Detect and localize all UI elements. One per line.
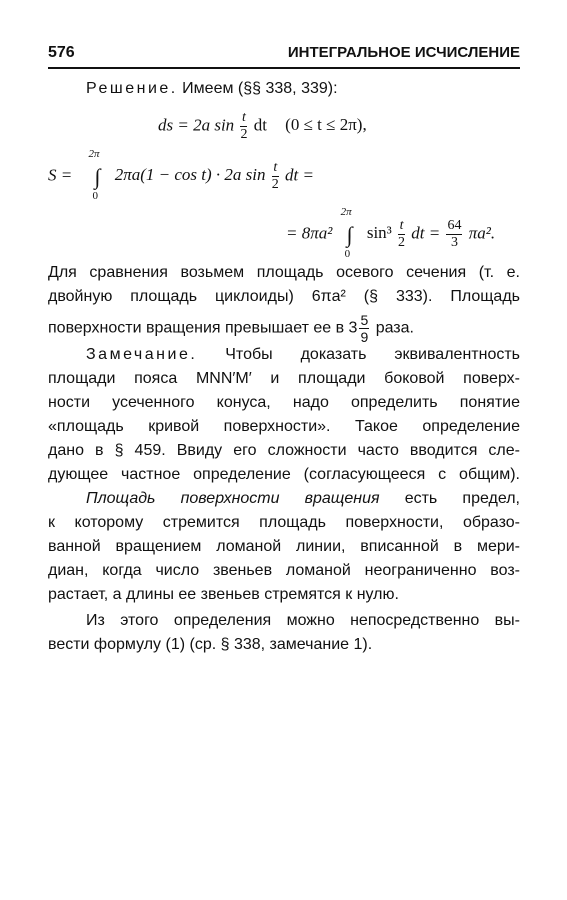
definition-line4: диан, когда число звеньев ломаной неограниченно воз- [48, 562, 520, 579]
remark-label: Замечание. [86, 346, 198, 363]
fraction-denominator: 9 [360, 329, 369, 345]
formula-s2-lead: = 8πa² [286, 223, 333, 243]
para1-line3 [48, 312, 414, 345]
remark-line4: «площадь кривой поверхности». Такое определение [48, 418, 520, 435]
formula-ds-left: ds = 2a sin [158, 115, 235, 135]
formula-s-tail: dt = [285, 165, 314, 185]
definition-term: Площадь поверхности вращения [86, 490, 380, 507]
page-number: 576 [48, 44, 75, 61]
fraction-numerator: t [273, 160, 278, 175]
remark-line1-text: Чтобы доказать эквивалентность [225, 346, 521, 363]
fraction-numerator: 5 [360, 312, 369, 328]
integral-upper-limit: 2π [340, 205, 352, 218]
integral-sign-icon: ∫ 2π 0 [340, 205, 353, 260]
formula-ds-right: dt [253, 115, 267, 135]
formula-s2-result-fraction [446, 218, 462, 251]
fraction-numerator: t [399, 218, 404, 233]
integral-upper-limit: 2π [88, 147, 100, 160]
definition-line2: к которому стремится площадь поверхности, образо- [48, 514, 520, 531]
running-title: ИНТЕГРАЛЬНОЕ ИСЧИСЛЕНИЕ [287, 44, 520, 61]
definition-line1-text: есть предел, [404, 490, 520, 507]
formula-s-line1 [48, 147, 314, 202]
fraction-denominator: 2 [271, 177, 279, 192]
formula-s-lhs: S = [48, 165, 73, 185]
para1-line3-text: поверхности вращения превышает ее в 3 [48, 319, 358, 337]
definition-line3: ванной вращением ломаной линии, вписанной в мери- [48, 538, 520, 555]
formula-s-body: 2πa(1 − cos t) · 2a sin [114, 165, 266, 185]
para1-line3-end: раза. [375, 319, 414, 337]
integral-sign-icon: ∫ 2π 0 [88, 147, 101, 202]
formula-s2-result-tail: πa². [468, 223, 496, 243]
fraction-numerator: t [241, 110, 246, 125]
final-line1: Из этого определения можно непосредственно вы- [86, 612, 520, 629]
formula-ds [158, 110, 367, 143]
remark-line3: ности усеченного конуса, надо определить понятие [48, 394, 520, 411]
para1-line2: двойную площадь циклоиды) 6πa² (§ 333). Площадь [48, 288, 520, 305]
final-line2: вести формулу (1) (ср. § 338, замечание 1). [48, 636, 373, 653]
formula-s-line2 [286, 205, 496, 260]
remark-line2: площади пояса MNN′M′ и площади боковой поверх- [48, 370, 520, 387]
formula-s2-body: sin³ [366, 223, 392, 243]
formula-s-fraction [272, 160, 279, 193]
definition-line1 [86, 490, 520, 508]
formula-s2-fraction [398, 218, 405, 251]
mixed-number-fraction [359, 312, 369, 345]
solution-label: Решение. [86, 80, 178, 97]
remark-line1 [86, 346, 520, 364]
remark-line6: дующее частное определение (согласующееся с общим). [48, 466, 520, 483]
header-rule [48, 67, 520, 69]
fraction-denominator: 3 [450, 235, 458, 250]
fraction-denominator: 2 [240, 127, 248, 142]
fraction-denominator: 2 [398, 235, 406, 250]
remark-line5: дано в § 459. Ввиду его сложности часто вводится сле- [48, 442, 520, 459]
para1-line1: Для сравнения возьмем площадь осевого сечения (т. е. [48, 264, 520, 281]
formula-ds-fraction [240, 110, 247, 143]
solution-line [86, 80, 338, 98]
solution-text: Имеем (§§ 338, 339): [182, 80, 338, 97]
definition-line5: растает, а длины ее звеньев стремятся к нулю. [48, 586, 399, 603]
formula-ds-condition: (0 ≤ t ≤ 2π), [285, 115, 367, 135]
integral-lower-limit: 0 [344, 247, 351, 260]
integral-lower-limit: 0 [92, 189, 98, 202]
fraction-numerator: 64 [447, 218, 462, 233]
formula-s2-mid: dt = [411, 223, 441, 243]
page-header [48, 44, 520, 66]
